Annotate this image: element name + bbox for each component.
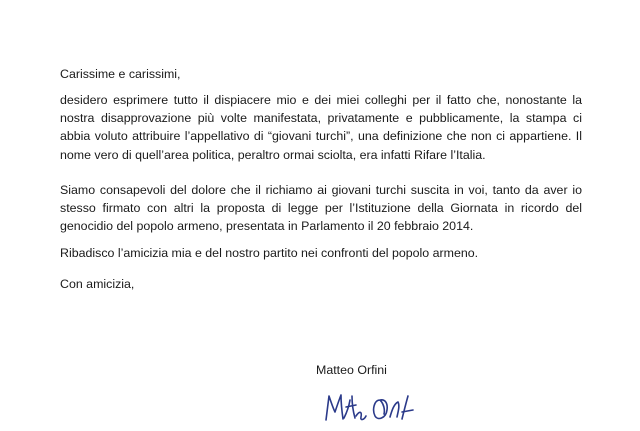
closing: Con amicizia, [60, 277, 135, 291]
paragraph-3: Ribadisco l’amicizia mia e del nostro partito nei confronti del popolo armeno. [60, 246, 479, 260]
signatory-name: Matteo Orfini [316, 363, 387, 377]
paragraph-2: Siamo consapevoli del dolore che il richiamo ai giovani turchi suscita in voi, tanto da aver io stesso firmato con altri la proposta di legge per l’Istituzione della Giornata in ricordo del genocidio del popolo armeno, presentata in Parlamento il 20 febbraio 2014. [60, 183, 582, 234]
paragraph-1: desidero esprimere tutto il dispiacere mio e dei miei colleghi per il fatto che, nonostante la nostra disapprovazione più volte manifestata, privatamente e pubblicamente, la stampa ci abbia voluto attribuire l’appellativo di “giovani turchi”, una definizione che non ci appartiene. Il nome vero di quell’area politica, peraltro ormai sciolta, era infatti Rifare l’Italia. [60, 93, 582, 162]
salutation: Carissime e carissimi, [60, 67, 181, 81]
handwritten-signature [322, 390, 418, 424]
